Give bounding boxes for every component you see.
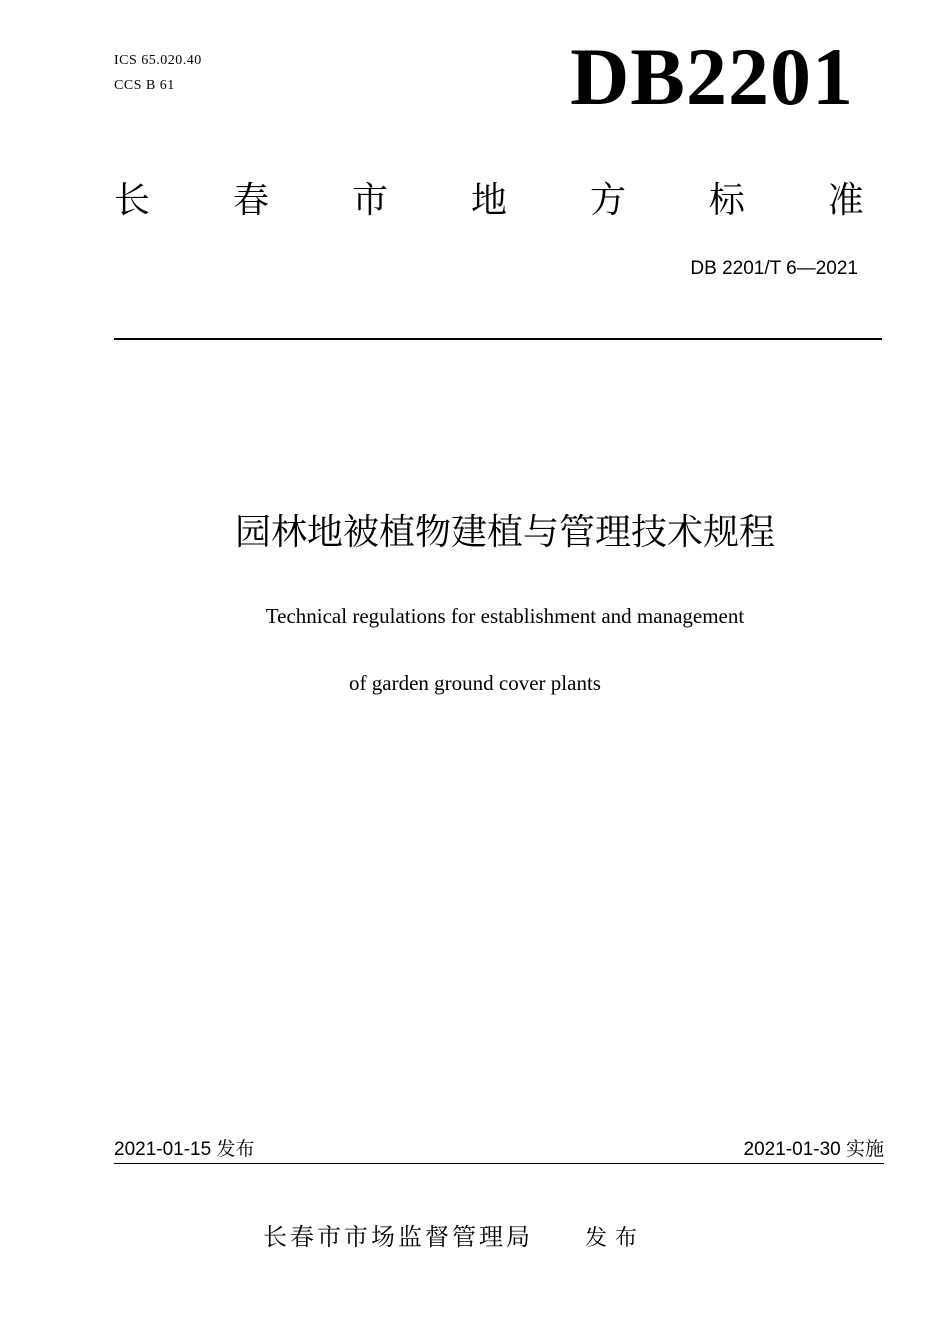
standard-type-char: 标 [708,180,745,221]
standard-type-char: 市 [351,180,388,221]
standard-type-heading [114,180,864,221]
classification-codes [114,48,202,98]
issuer-row [263,1225,645,1250]
issue-date: 2021-01-15 发布 [114,1139,255,1160]
standard-logo: DB2201 [570,31,854,122]
standard-type-char: 春 [232,180,269,221]
issuing-authority: 长春市市场监督管理局 [263,1223,533,1251]
ics-code: ICS 65.020.40 [114,53,202,68]
document-title-english-line2: of garden ground cover plants [349,671,601,695]
implementation-date: 2021-01-30 实施 [743,1139,884,1160]
document-title-chinese: 园林地被植物建植与管理技术规程 [234,512,775,553]
issue-action: 发布 [585,1226,646,1251]
standard-number: DB 2201/T 6—2021 [690,258,858,279]
dates-row [114,1138,884,1162]
standard-type-char: 长 [114,180,151,221]
standard-type-char: 方 [589,180,626,221]
standard-type-char: 地 [470,180,507,221]
header-divider [114,338,882,340]
document-title-english-line1: Technical regulations for establishment and management [265,604,745,628]
ccs-code: CCS B 61 [114,78,175,93]
standard-type-char: 准 [827,180,864,221]
footer-divider [114,1163,884,1164]
